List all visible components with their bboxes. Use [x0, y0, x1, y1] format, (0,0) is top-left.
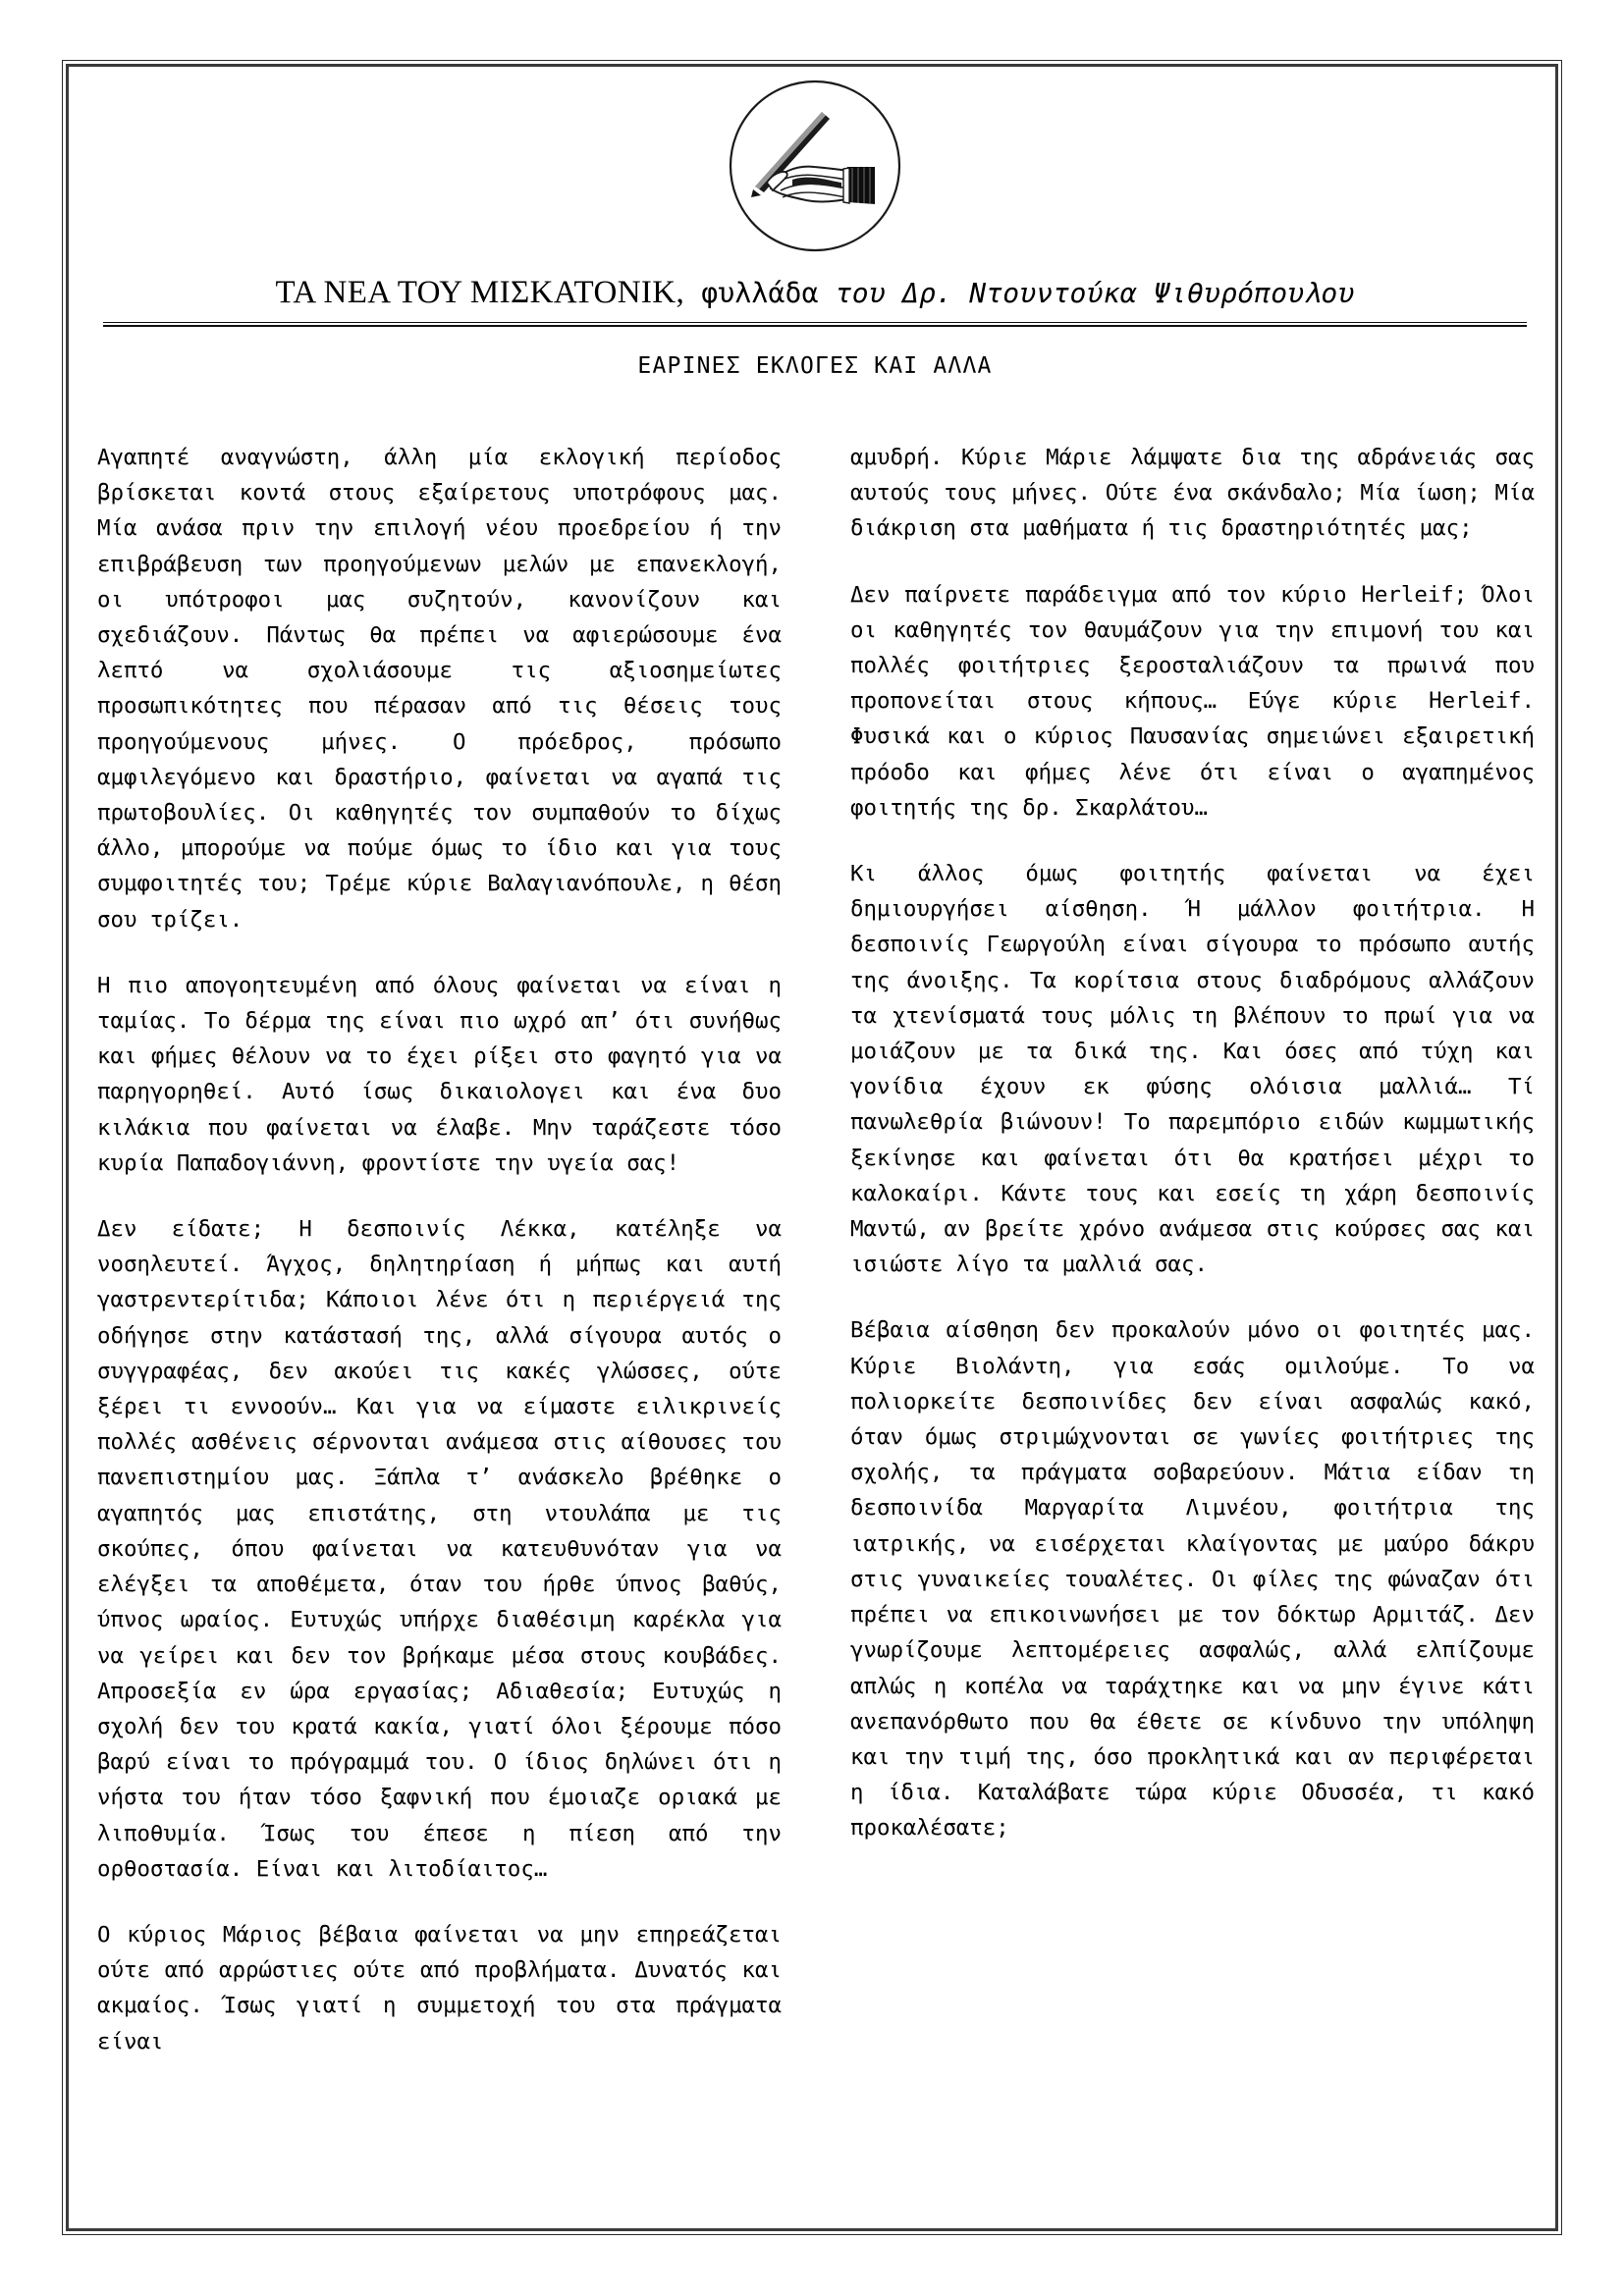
- issue-headline: ΕΑΡΙΝΕΣ ΕΚΛΟΓΕΣ ΚΑΙ ΑΛΛΑ: [637, 353, 993, 379]
- paragraph: αμυδρή. Κύριε Μάριε λάμψατε δια της αδράνειάς σας αυτούς τους μήνες. Ούτε ένα σκάνδαλο; Μία ίωση; Μία διάκριση στα μαθήματα ή τις δραστηριότητές μας;: [850, 445, 1535, 542]
- paragraph: Ο κύριος Μάριος βέβαια φαίνεται να μην επηρεάζεται ούτε από αρρώστιες ούτε από προβλήματα. Δυνατός και ακμαίος. Ίσως γιατί η συμμετοχή του στα πράγματα είναι: [97, 1921, 782, 2055]
- masthead-logo: [98, 79, 1532, 265]
- paper-name: ΤΑ ΝΕΑ ΤΟΥ ΜΙΣΚΑΤΟΝΙΚ,: [275, 275, 685, 310]
- paragraph: Δεν είδατε; Η δεσποινίς Λέκκα, κατέληξε να νοσηλευτεί. Άγχος, δηλητηρίαση ή μήπως και αυτή γαστρεντερίτιδα; Κάποιοι λένε ότι η περιέργειά της οδήγησε στην κατάστασή της, αλλά σίγουρα αυτός ο συγγραφέας, δεν ακούει τις κακές γλώσσες, ούτε ξέρει τι εννοούν… Και για να είμαστε ειλικρινείς πολλές ασθένεις σέρνονται ανάμεσα στις αίθουσες του πανεπιστημίου μας. Ξάπλα τ’ ανάσκελο βρέθηκε ο αγαπητός μας επιστάτης, στη ντουλάπα με τις σκούπες, όπου φαίνεται να κατευθυνόταν για να ελέγξει τα αποθέμετα, όταν του ήρθε ύπνος βαθύς, ύπνος ωραίος. Ευτυχώς υπήρχε διαθέσιμη καρέκλα για να γείρει και δεν τον βρήκαμε μέσα στους κουβάδες. Απροσεξία εν ώρα εργασίας; Αδιαθεσία; Ευτυχώς η σχολή δεν του κρατά κακία, γιατί όλοι ξέρουμε πόσο βαρύ είναι το πρόγραμμά του. Ο ίδιος δηλώνει ότι η νήστα του ήταν τόσο ξαφνική που έμοιαζε οριακά με λιποθυμία. Ίσως του έπεσε η πίεση από την ορθοστασία. Είναι και λιτοδίαιτος…: [97, 1216, 782, 1882]
- hand-with-pen-icon: [728, 79, 902, 253]
- column-right: [850, 440, 1535, 2059]
- paragraph: Βέβαια αίσθηση δεν προκαλούν μόνο οι φοιτητές μας. Κύριε Βιολάντη, για εσάς ομιλούμε. Το να πολιορκείτε δεσποινίδες δεν είναι ασφαλώς κακό, όταν όμως στριμώχνονται σε γωνίες φοιτήτριες της σχολής, τα πράγματα σοβαρεύουν. Μάτια είδαν τη δεσποινίδα Μαργαρίτα Λιμνέου, φοιτήτρια της ιατρικής, να εισέρχεται κλαίγοντας με μαύρο δάκρυ στις γυναικείες τουαλέτες. Οι φίλες της φώναζαν ότι πρέπει να επικοινωνήσει με τον δόκτωρ Αρμιτάζ. Δεν γνωρίζουμε λεπτομέρειες ασφαλώς, αλλά ελπίζουμε απλώς η κοπέλα να ταράχτηκε και να μην έγινε κάτι ανεπανόρθωτο που θα έθετε σε κίνδυνο την υπόληψη και την τιμή της, όσο προκλητικά και αν περιφέρεται η ίδια. Καταλάβατε τώρα κύριε Οδυσσέα, τι κακό προκαλέσατε;: [850, 1317, 1535, 1842]
- article-columns: [97, 440, 1535, 2059]
- masthead-divider: [103, 322, 1527, 327]
- byline-author: του Δρ. Ντουντούκα Ψιθυρόπουλου: [835, 277, 1355, 309]
- paragraph: Δεν παίρνετε παράδειγμα από τον κύριο Herleif; Όλοι οι καθηγητές τον θαυμάζουν για την επιμονή του και πολλές φοιτήτριες ξεροσταλιάζουν τα πρωινά που προπονείται στους κήπους… Εύγε κύριε Herleif. Φυσικά και ο κύριος Παυσανίας σημειώνει εξαιρετική πρόοδο και φήμες λένε ότι είναι ο αγαπημένος φοιτητής της δρ. Σκαρλάτου…: [850, 581, 1535, 821]
- paragraph: Αγαπητέ αναγνώστη, άλλη μία εκλογική περίοδος βρίσκεται κοντά στους εξαίρετους υποτρόφους μας. Μία ανάσα πριν την επιλογή νέου προεδρείου ή την επιβράβευση των προηγούμενων μελών με επανεκλογή, οι υπότροφοι μας συζητούν, κανονίζουν και σχεδιάζουν. Πάντως θα πρέπει να αφιερώσουμε ένα λεπτό να σχολιάσουμε τις αξιοσημείωτες προσωπικότητες που πέρασαν από τις θέσεις τους προηγούμενους μήνες. Ο πρόεδρος, πρόσωπο αμφιλεγόμενο και δραστήριο, φαίνεται να αγαπά τις πρωτοβουλίες. Οι καθηγητές τον συμπαθούν το δίχως άλλο, μπορούμε να πούμε όμως το ίδιο και για τους συμφοιτητές του; Τρέμε κύριε Βαλαγιανόπουλε, η θέση σου τρίζει.: [97, 445, 782, 933]
- paragraph: Η πιο απογοητευμένη από όλους φαίνεται να είναι η ταμίας. Το δέρμα της είναι πιο ωχρό απ’ ότι συνήθως και φήμες θέλουν να το έχει ρίξει στο φαγητό για να παρηγορηθεί. Αυτό ίσως δικαιολογει και ένα δυο κιλάκια που φαίνεται να έλαβε. Μην ταράζεστε τόσο κυρία Παπαδογιάννη, φροντίστε την υγεία σας!: [97, 972, 782, 1176]
- masthead-title: [103, 275, 1527, 311]
- paragraph: Κι άλλος όμως φοιτητής φαίνεται να έχει δημιουργήσει αίσθηση. Ή μάλλον φοιτήτρια. Η δεσποινίς Γεωργούλη είναι σίγουρα το πρόσωπο αυτής της άνοιξης. Τα κορίτσια στους διαδρόμους αλλάζουν τα χτενίσματά τους μόλις τη βλέπουν το πρωί για να μοιάζουν με τα δικά της. Και όσες από τύχη και γονίδια έχουν εκ φύσης ολόισια μαλλιά… Τί πανωλεθρία βιώνουν! Το παρεμπόριο ειδών κωμμωτικής ξεκίνησε και φαίνεται ότι θα κρατήσει μέχρι το καλοκαίρι. Κάντε τους και εσείς τη χάρη δεσποινίς Μαντώ, αν βρείτε χρόνο ανάμεσα στις κούρσες σας και ισιώστε λίγο τα μαλλιά σας.: [850, 861, 1535, 1278]
- byline-prefix: φυλλάδα: [684, 277, 836, 309]
- column-left: [97, 440, 782, 2059]
- masthead: [98, 79, 1532, 379]
